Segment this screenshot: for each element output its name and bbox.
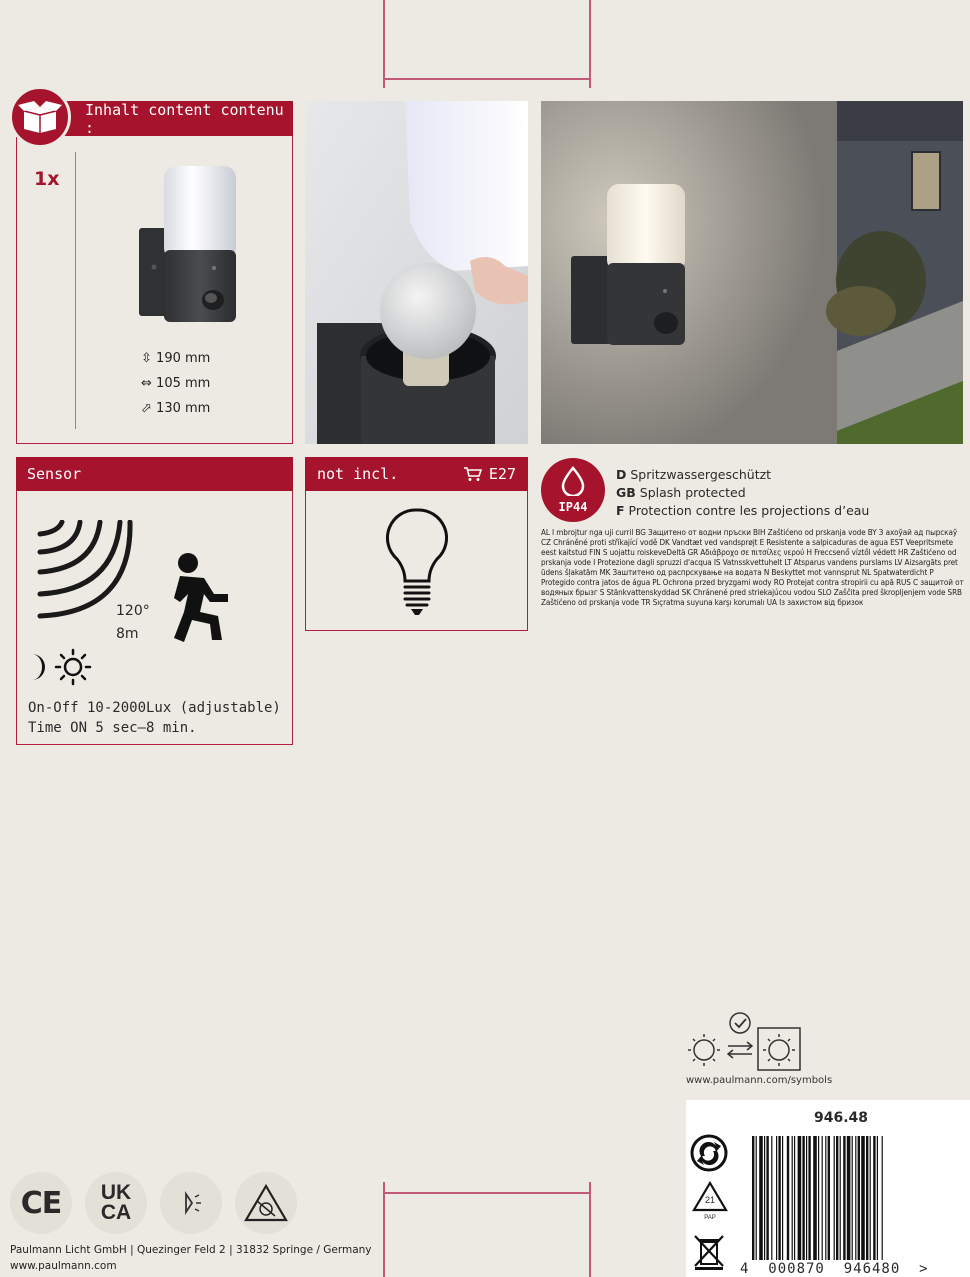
ip-code-gb: GB <box>616 485 636 500</box>
pap-label: PAP <box>704 1215 716 1221</box>
barcode-bar <box>778 1136 780 1260</box>
crossed-bin-icon <box>692 1234 726 1270</box>
barcode-bar <box>794 1136 795 1260</box>
barcode-bar <box>855 1136 856 1260</box>
sensor-lux-text: On-Off 10-2000Lux (adjustable) <box>28 700 281 716</box>
barcode-bar <box>818 1136 819 1260</box>
shopping-cart-icon <box>463 466 483 482</box>
socket-label: E27 <box>488 465 516 483</box>
sun-icon <box>54 648 92 686</box>
crop-mark-top-line <box>383 78 591 80</box>
ce-mark-label: CE <box>20 1185 62 1221</box>
box-icon-circle <box>9 86 71 148</box>
ukca-mark <box>85 1172 147 1234</box>
ip-translations: AL I mbrojtur nga uji curril BG Защитено от водни пръски BIH Zaštićeno od prskanja vode BY З ахоўай ад пырскаў CZ Chráněné proti stříkající vodě DK Vandtæt ved vandsprøjt E Resistente a salpicaduras de agua EST Veepritsmete eest kaitstud FIN S uojattu roiskeveDeltä GR Αδιάβροχο σε πιτσίλες νερού H Freccsenő víztől védett HR Zaštićeno od prskanja vode I Protezione dagli spruzzi d'acqua IS Vatnsskvettuhelt LT Atsparus vandens purslams LV Aizsargāts pret ūdens šļakatām MK Заштитено од распрскување на водата N Beskyttet mot vannsprut NL Spatwaterdicht P Protegido contra jatos de água PL Ochrona przed bryzgami wody RO Protejat contra stropirii cu apă RUS С защитой от водяных брызг S Stänkvattenskyddad SK Chránené pred striekajúcou vodou SLO Zaščita pred škropljenjem vode SRB Zaštićeno od prskanja vode TR Sıçratma suyuna karşı korumalı UA Із захистом від бризок <box>541 527 964 607</box>
barcode-bar <box>806 1136 807 1260</box>
ip44-badge <box>541 458 605 522</box>
company-url[interactable]: www.paulmann.com <box>10 1260 117 1272</box>
company-address: Paulmann Licht GmbH | Quezinger Feld 2 | 31832 Springe / Germany <box>10 1244 372 1256</box>
walking-person-icon <box>170 550 242 645</box>
barcode-bar <box>792 1136 793 1260</box>
barcode-bar <box>822 1136 823 1260</box>
product-lamp-image <box>130 160 240 330</box>
barcode-bar <box>813 1136 817 1260</box>
crop-mark-bottom-left <box>383 1182 385 1277</box>
barcode-bar <box>776 1136 777 1260</box>
sensor-header <box>16 457 293 491</box>
width-value: 105 mm <box>156 376 211 391</box>
ip-line-f <box>616 503 869 518</box>
moon-icon <box>28 652 48 682</box>
bulb-header <box>305 457 528 491</box>
pap-code: 21 <box>704 1195 715 1205</box>
ambient-photo <box>541 101 963 444</box>
barcode-bar <box>828 1136 830 1260</box>
barcode-bar <box>882 1136 883 1260</box>
ip44-label: IP44 <box>558 500 588 514</box>
crop-mark-bottom-right <box>589 1182 591 1277</box>
content-header <box>55 101 293 136</box>
socket-group <box>463 465 516 483</box>
light-bulb-icon <box>385 507 449 617</box>
pap-recycling <box>690 1180 730 1225</box>
not-included-label: not incl. <box>317 465 399 483</box>
width-dimension <box>141 376 210 391</box>
barcode-bar <box>840 1136 841 1260</box>
height-value: 190 mm <box>156 351 211 366</box>
barcode-bar <box>802 1136 804 1260</box>
crop-mark-bottom-line <box>383 1192 591 1194</box>
ip-code-d: D <box>616 467 627 482</box>
barcode-bar <box>771 1136 772 1260</box>
ukca-bottom: CA <box>100 1201 132 1224</box>
ukca-top: UK <box>100 1181 132 1204</box>
barcode-bar <box>877 1136 878 1260</box>
width-arrow-icon: ⇔ <box>141 376 152 391</box>
motion-warning-icon <box>243 1183 289 1223</box>
installation-photo <box>305 101 528 444</box>
crop-mark-top-left <box>383 0 385 88</box>
barcode-bar <box>870 1136 871 1260</box>
barcode-bar <box>858 1136 860 1260</box>
sensor-angle: 120° <box>116 603 150 619</box>
depth-arrow-icon: ⬀ <box>141 401 152 416</box>
barcode-bar <box>843 1136 845 1260</box>
depth-value: 130 mm <box>156 401 211 416</box>
ean-barcode <box>752 1136 944 1260</box>
quantity-divider <box>75 152 76 429</box>
protection-class-mark <box>160 1172 222 1234</box>
ip-line-gb <box>616 485 746 500</box>
safety-triangle-mark <box>235 1172 297 1234</box>
barcode-bar <box>836 1136 838 1260</box>
article-number: 946.48 <box>814 1110 869 1126</box>
barcode-bar <box>756 1136 757 1260</box>
sensor-header-label: Sensor <box>27 465 82 483</box>
barcode-bar <box>787 1136 789 1260</box>
sensor-range: 8m <box>116 626 139 642</box>
barcode-bar <box>766 1136 768 1260</box>
ip-text-gb: Splash protected <box>639 485 746 500</box>
barcode-bar <box>798 1136 802 1260</box>
barcode-digits: 4 000870 946480 > <box>740 1261 929 1277</box>
recycle-arrows-icon <box>690 1134 728 1172</box>
barcode-bar <box>834 1136 835 1260</box>
barcode-bar <box>808 1136 810 1260</box>
barcode-bar <box>759 1136 763 1260</box>
barcode-bar <box>861 1136 865 1260</box>
ip-code-f: F <box>616 503 625 518</box>
depth-dimension <box>141 401 210 416</box>
package-icon <box>18 97 62 137</box>
barcode-bar <box>782 1136 783 1260</box>
barcode-bar <box>852 1136 853 1260</box>
barcode-bar <box>873 1136 875 1260</box>
barcode-bar <box>825 1136 826 1260</box>
day-night-symbol <box>686 1010 806 1074</box>
content-header-label: Inhalt content contenu : <box>85 100 284 137</box>
barcode-bar <box>764 1136 765 1260</box>
barcode-bar <box>752 1136 754 1260</box>
barcode-bar <box>866 1136 868 1260</box>
quantity-label: 1x <box>34 168 60 190</box>
sensor-time-text: Time ON 5 sec–8 min. <box>28 720 197 736</box>
barcode-bar <box>847 1136 851 1260</box>
ce-mark <box>10 1172 72 1234</box>
water-drop-icon <box>559 466 587 496</box>
ip-text-d: Spritzwassergeschützt <box>630 467 772 482</box>
ip-line-d <box>616 467 771 482</box>
lamp-spacing-icon <box>176 1188 206 1218</box>
symbols-url[interactable]: www.paulmann.com/symbols <box>686 1075 833 1086</box>
ip-text-f: Protection contre les projections d’eau <box>628 503 870 518</box>
height-arrow-icon: ⇳ <box>141 351 152 366</box>
crop-mark-top-right <box>589 0 591 88</box>
height-dimension <box>141 351 210 366</box>
